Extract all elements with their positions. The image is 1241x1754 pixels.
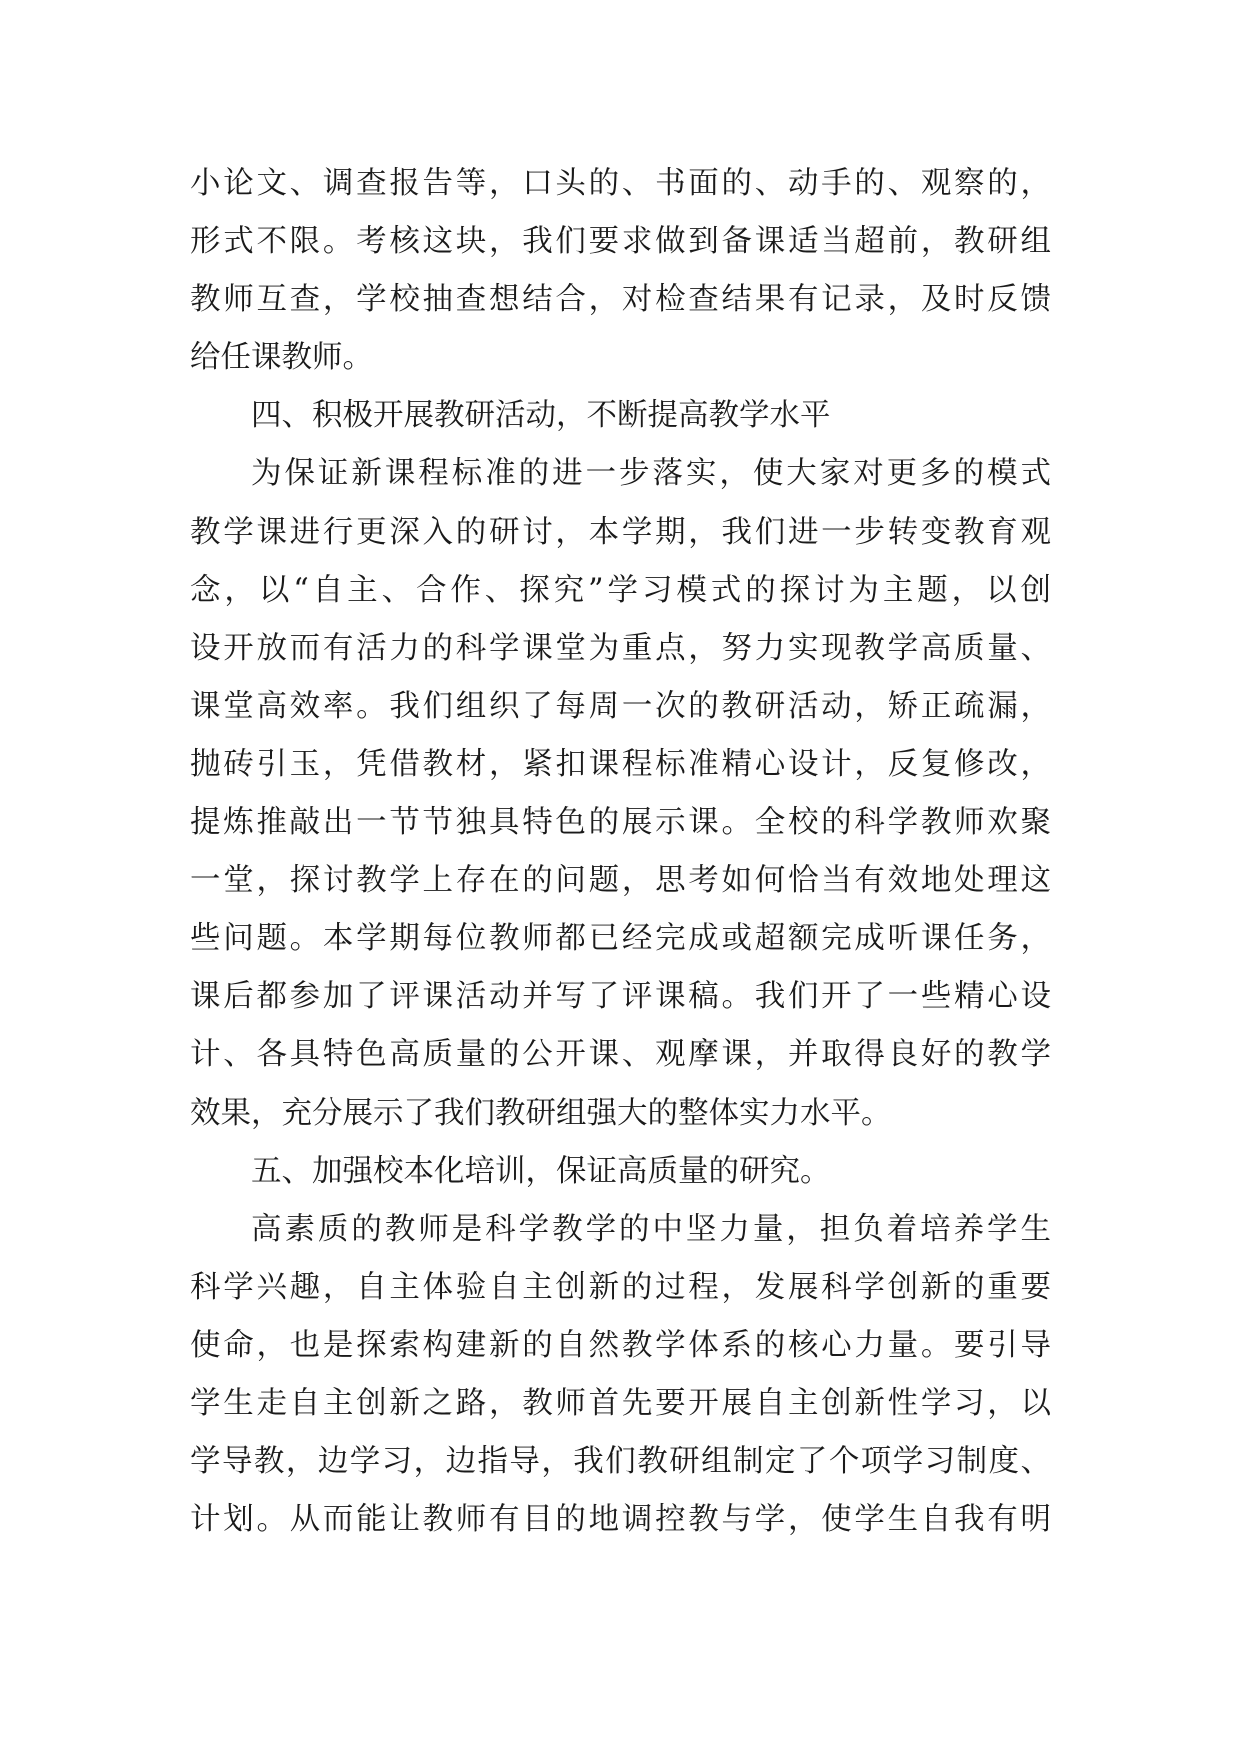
- text-line: 为保证新课程标准的进一步落实，使大家对更多的模式: [251, 456, 1051, 492]
- section-heading-four: 四、积极开展教研活动，不断提高教学水平: [251, 398, 831, 434]
- text-line: 抛砖引玉，凭借教材，紧扣课程标准精心设计，反复修改，: [190, 746, 1051, 782]
- text-line: 效果，充分展示了我们教研组强大的整体实力水平。: [190, 1095, 892, 1131]
- text-line: 教师互查，学校抽查想结合，对检查结果有记录，及时反馈: [190, 282, 1051, 318]
- text-line: 念，以“自主、合作、探究”学习模式的探讨为主题，以创: [190, 572, 1051, 608]
- text-line: 科学兴趣，自主体验自主创新的过程，发展科学创新的重要: [190, 1269, 1051, 1305]
- text-line: 小论文、调查报告等，口头的、书面的、动手的、观察的，: [190, 166, 1051, 201]
- text-line: 计划。从而能让教师有目的地调控教与学，使学生自我有明: [190, 1502, 1051, 1538]
- section-heading-five: 五、加强校本化培训，保证高质量的研究。: [251, 1153, 831, 1189]
- text-line: 计、各具特色高质量的公开课、观摩课，并取得良好的教学: [190, 1037, 1051, 1073]
- text-line: 使命，也是探索构建新的自然教学体系的核心力量。要引导: [190, 1327, 1051, 1363]
- text-line: 给任课教师。: [190, 340, 373, 376]
- text-line: 设开放而有活力的科学课堂为重点，努力实现教学高质量、: [190, 630, 1051, 666]
- text-line: 课堂高效率。我们组织了每周一次的教研活动，矫正疏漏，: [190, 688, 1051, 724]
- text-line: 学导教，边学习，边指导，我们教研组制定了个项学习制度、: [190, 1444, 1051, 1480]
- body-text: [190, 155, 1051, 1549]
- text-line: 些问题。本学期每位教师都已经完成或超额完成听课任务，: [190, 921, 1051, 957]
- text-line: 课后都参加了评课活动并写了评课稿。我们开了一些精心设: [190, 979, 1051, 1015]
- text-line: 学生走自主创新之路，教师首先要开展自主创新性学习，以: [190, 1385, 1051, 1421]
- text-line: 高素质的教师是科学教学的中坚力量，担负着培养学生: [251, 1211, 1051, 1247]
- text-line: 形式不限。考核这块，我们要求做到备课适当超前，教研组: [190, 224, 1051, 260]
- text-line: 教学课进行更深入的研讨，本学期，我们进一步转变教育观: [190, 514, 1051, 550]
- text-line: 一堂，探讨教学上存在的问题，思考如何恰当有效地处理这: [190, 863, 1051, 899]
- text-line: 提炼推敲出一节节独具特色的展示课。全校的科学教师欢聚: [190, 805, 1051, 841]
